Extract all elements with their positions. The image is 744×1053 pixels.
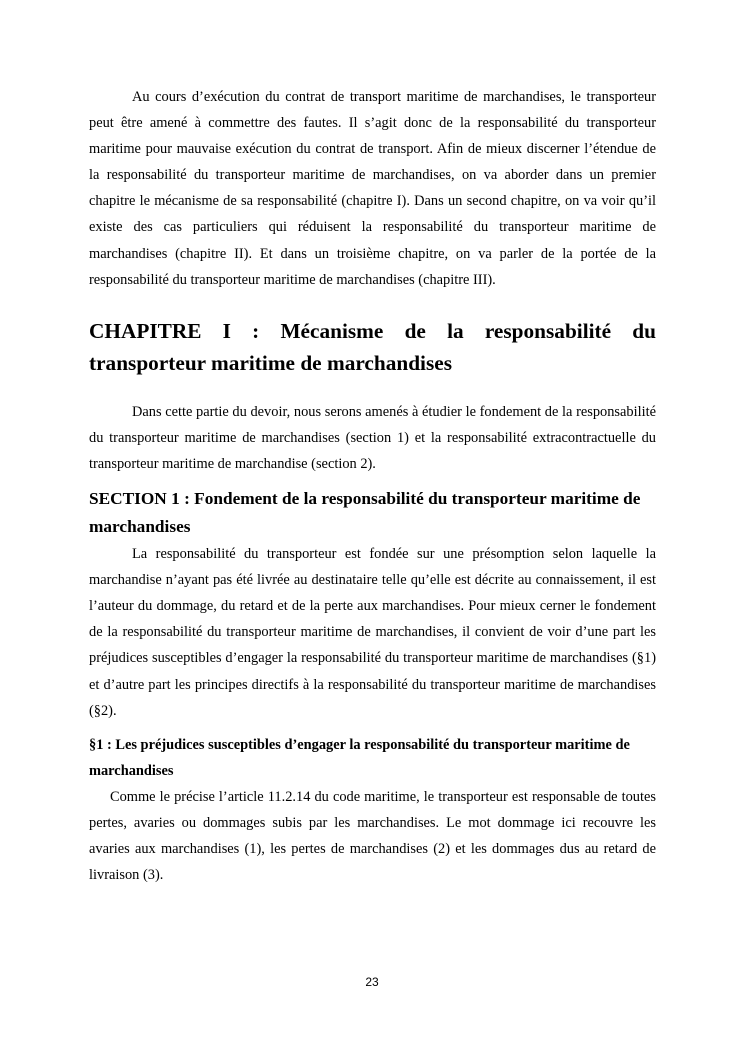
intro-paragraph: Au cours d’exécution du contrat de transport maritime de marchandises, le transporteur peut être amené à commettre des fautes. Il s’agit donc de la responsabilité du transporteur maritime pour mauvaise exécution du contrat de transport. Afin de mieux discerner l’étendue de la responsabilité du transporteur maritime de marchandises, on va aborder dans un premier chapitre le mécanisme de sa responsabilité (chapitre I). Dans un second chapitre, on va voir qu’il existe des cas particuliers qui réduisent la responsabilité du transporteur maritime de marchandises (chapitre II). Et dans un troisième chapitre, on va parler de la portée de la responsabilité du transporteur maritime de marchandises (chapitre III).: [89, 89, 656, 288]
section-paragraph: La responsabilité du transporteur est fondée sur une présomption selon laquelle la marchandise n’ayant pas été livrée au destinataire telle qu’elle est décrite au connaissement, il est l’auteur du dommage, du retard et de la perte aux marchandises. Pour mieux cerner le fondement de la responsabilité du transporteur maritime de marchandises, il convient de voir d’une part les préjudices susceptibles d’engager la responsabilité du transporteur maritime de marchandises (§1) et d’autre part les principes directifs à la responsabilité du transporteur maritime de marchandises (§2).: [89, 546, 656, 719]
page-number: 23: [365, 975, 379, 989]
chapter-heading: CHAPITRE I : Mécanisme de la responsabilité du transporteur maritime de marchandises: [89, 318, 656, 375]
section-heading: SECTION 1 : Fondement de la responsabilité du transporteur maritime de marchandises: [89, 489, 641, 537]
chapter-intro-paragraph: Dans cette partie du devoir, nous serons amenés à étudier le fondement de la responsabilité du transporteur maritime de marchandises (section 1) et la responsabilité extracontractuelle du transporteur maritime de marchandise (section 2).: [89, 403, 656, 472]
subsection-heading: §1 : Les préjudices susceptibles d’engager la responsabilité du transporteur maritime de marchandises: [89, 736, 630, 779]
document-page: [89, 84, 656, 888]
subsection-paragraph: Comme le précise l’article 11.2.14 du code maritime, le transporteur est responsable de toutes pertes, avaries ou dommages subis par les marchandises. Le mot dommage ici recouvre les avaries aux marchandises (1), les pertes de marchandises (2) et les dommages dus au retard de livraison (3).: [89, 788, 656, 883]
